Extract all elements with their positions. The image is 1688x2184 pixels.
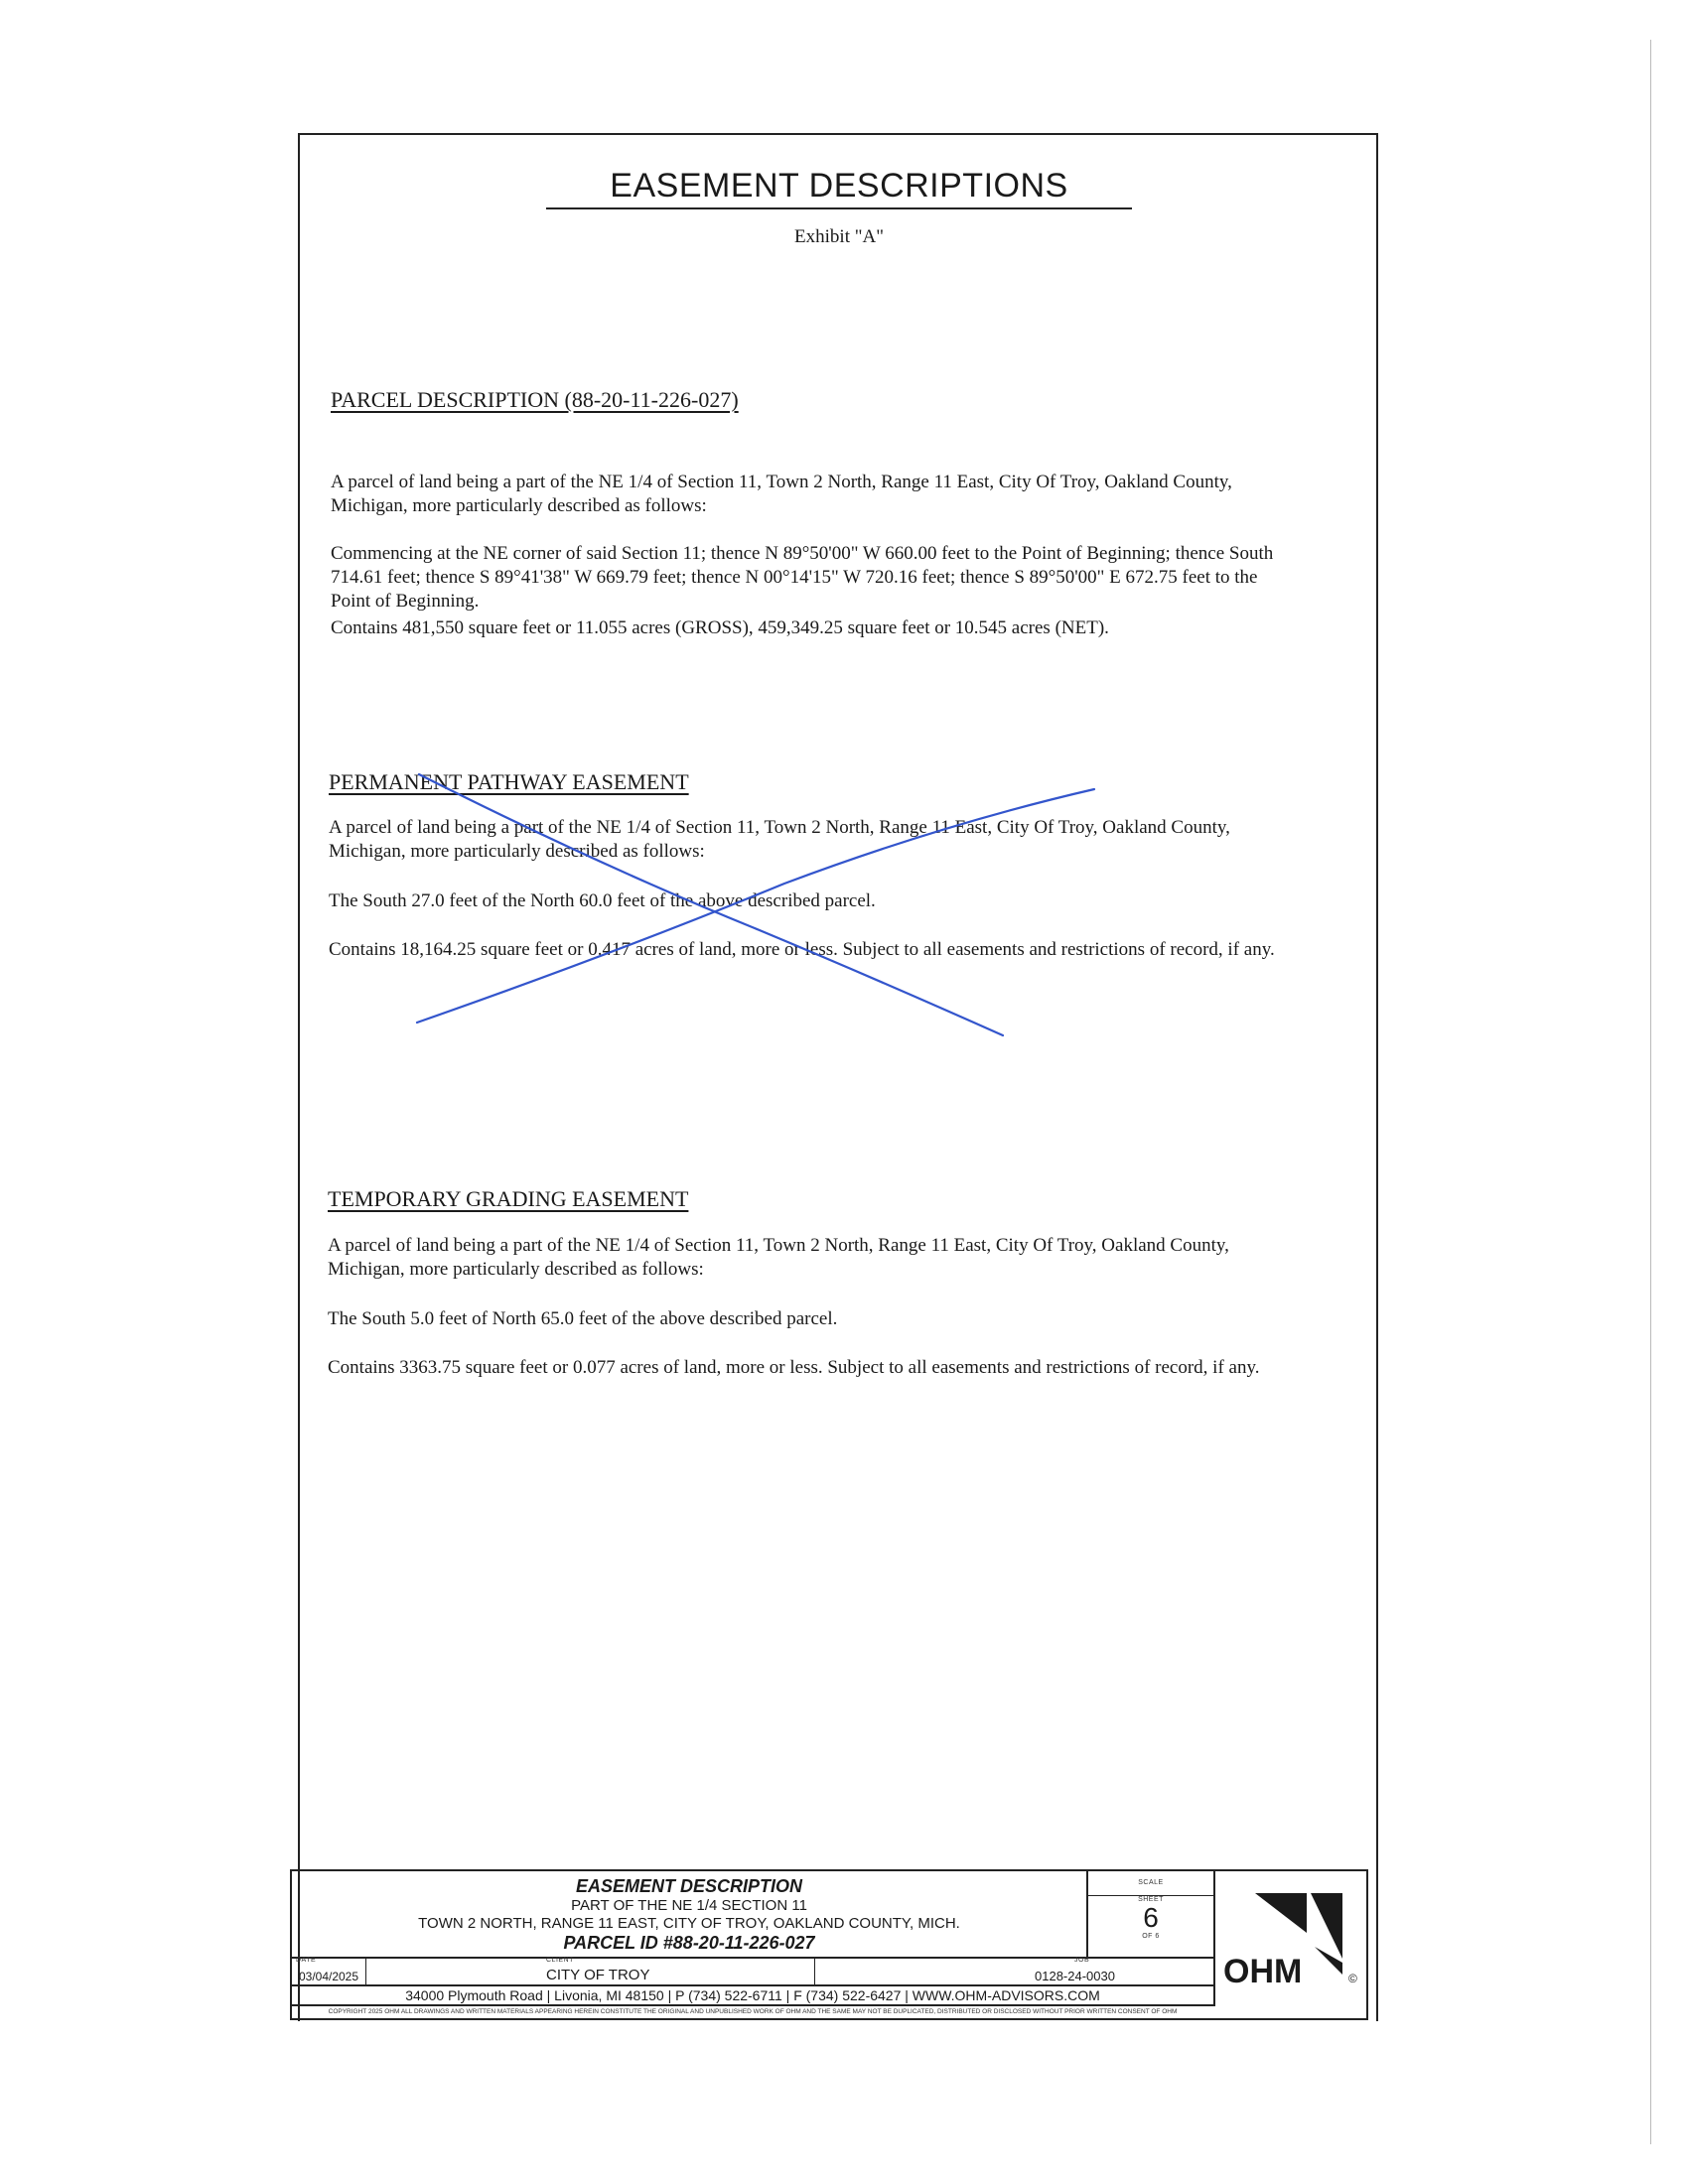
firm-address: 34000 Plymouth Road | Livonia, MI 48150 | P (734) 522-6711 | F (734) 522-6427 | WWW.OHM-ADVISORS.COM (292, 1986, 1215, 2006)
title-block-heading: EASEMENT DESCRIPTION (575, 1876, 803, 1896)
page-title: EASEMENT DESCRIPTIONS (546, 167, 1132, 209)
date-value: 03/04/2025 (298, 1970, 359, 1983)
grading-intro: A parcel of land being a part of the NE 1/4 of Section 11, Town 2 North, Range 11 East, City Of Troy, Oakland County, Michigan, more particularly described as follows: (328, 1235, 1229, 1280)
client-value: CITY OF TROY (546, 1967, 650, 1983)
parcel-area: Contains 481,550 square feet or 11.055 acres (GROSS), 459,349.25 square feet or 10.545 acres (NET). (331, 617, 1109, 638)
scale-label: SCALE (1138, 1879, 1164, 1886)
ohm-logo-text: OHM (1223, 1953, 1303, 1990)
ohm-logo (1215, 1871, 1366, 2018)
pathway-heading: PERMANENT PATHWAY EASEMENT (329, 769, 689, 794)
job-label: JOB (1074, 1957, 1090, 1964)
pathway-extent: The South 27.0 feet of the North 60.0 feet of the above described parcel. (329, 890, 876, 911)
title-block (290, 1869, 1368, 2020)
scan-edge-line (1650, 40, 1651, 2144)
title-block-description (292, 1871, 1088, 1959)
grading-extent: The South 5.0 feet of North 65.0 feet of the above described parcel. (328, 1308, 838, 1329)
date-label: DATE (296, 1957, 317, 1964)
grading-heading: TEMPORARY GRADING EASEMENT (328, 1186, 689, 1211)
pathway-intro: A parcel of land being a part of the NE 1/4 of Section 11, Town 2 North, Range 11 East, City Of Troy, Oakland County, Michigan, more particularly described as follows: (329, 817, 1230, 862)
copyright-notice: COPYRIGHT 2025 OHM ALL DRAWINGS AND WRITTEN MATERIALS APPEARING HEREIN CONSTITUTE THE ORIGINAL AND UNPUBLISHED WORK OF OHM AND THE SAME MAY NOT BE DUPLICATED, DISTRIBUTED OR DISCLOSED WITHOUT PRIOR WRITTEN CONSENT OF OHM (328, 2008, 1178, 2015)
grading-area: Contains 3363.75 square feet or 0.077 acres of land, more or less. Subject to all easements and restrictions of record, if any. (328, 1357, 1260, 1378)
title-block-sheet (1088, 1871, 1215, 1959)
title-block-line2: PART OF THE NE 1/4 SECTION 11 (571, 1897, 807, 1914)
pathway-area: Contains 18,164.25 square feet or 0.417 acres of land, more or less. Subject to all easements and restrictions of record, if any. (329, 939, 1275, 960)
exhibit-label: Exhibit "A" (794, 226, 884, 247)
parcel-heading: PARCEL DESCRIPTION (88-20-11-226-027) (331, 387, 739, 412)
ohm-logo-mark (1215, 1871, 1366, 2018)
ohm-logo-copyright: © (1348, 1972, 1357, 1985)
page-border (298, 133, 1378, 2021)
title-block-line3: TOWN 2 NORTH, RANGE 11 EAST, CITY OF TROY, OAKLAND COUNTY, MICH. (418, 1915, 960, 1932)
title-block-parcel-id: PARCEL ID #88-20-11-226-027 (563, 1933, 815, 1953)
job-value: 0128-24-0030 (1035, 1969, 1115, 1983)
sheet-number: 6 (1143, 1902, 1159, 1933)
client-label: CLIENT (546, 1957, 574, 1964)
title-block-info-row (292, 1959, 1215, 1986)
sheet-label: SHEET (1138, 1896, 1164, 1903)
parcel-bearings: Commencing at the NE corner of said Section 11; thence N 89°50'00" W 660.00 feet to the Point of Beginning; thence South 714.61 feet; thence S 89°41'38" W 669.79 feet; thence N 00°14'15" W 720.16 feet; thence S 89°50'00" E 672.75 feet to the Point of Beginning. (331, 543, 1274, 612)
parcel-intro: A parcel of land being a part of the NE 1/4 of Section 11, Town 2 North, Range 11 East, City Of Troy, Oakland County, Michigan, more particularly described as follows: (331, 472, 1232, 516)
sheet-of: OF 6 (1142, 1933, 1160, 1940)
